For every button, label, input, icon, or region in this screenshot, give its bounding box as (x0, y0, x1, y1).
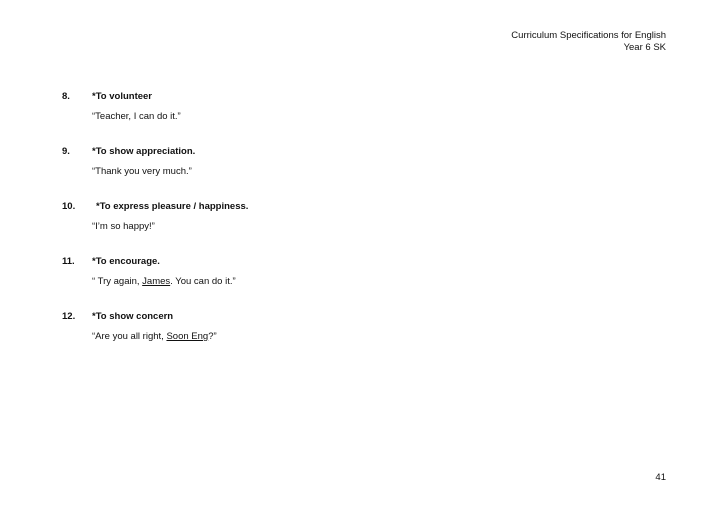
item-title: *To encourage. (92, 256, 160, 267)
page-number: 41 (655, 472, 666, 483)
item-number: 12. (62, 311, 76, 322)
example-text: ?” (208, 331, 217, 342)
header-title: Curriculum Specifications for English (511, 30, 666, 41)
item-title: *To show appreciation. (92, 146, 196, 157)
item-title: *To volunteer (92, 91, 152, 102)
item-example (92, 276, 236, 287)
item-example: “Teacher, I can do it.” (92, 111, 181, 122)
item-example (92, 331, 217, 342)
example-name: James (142, 276, 171, 287)
header-year: Year 6 SK (623, 42, 666, 53)
page-header (511, 30, 666, 54)
example-name: Soon Eng (166, 331, 209, 342)
example-text: “Are you all right, (92, 331, 167, 342)
example-text: . You can do it.” (170, 276, 236, 287)
item-number: 8. (62, 91, 70, 102)
item-number: 9. (62, 146, 70, 157)
item-number: 10. (62, 201, 76, 212)
item-title: *To express pleasure / happiness. (96, 201, 249, 212)
item-example: “I’m so happy!” (92, 221, 155, 232)
item-example: “Thank you very much.” (92, 166, 192, 177)
item-number: 11. (62, 256, 75, 267)
example-text: “ Try again, (92, 276, 143, 287)
item-title: *To show concern (92, 311, 174, 322)
